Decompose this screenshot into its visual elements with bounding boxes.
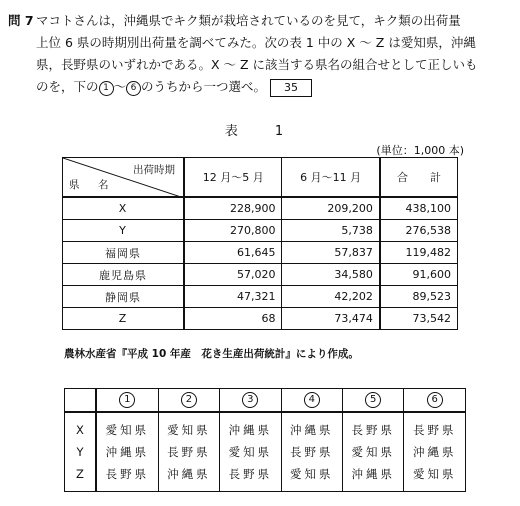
option-cell: 沖縄県 [220,412,281,441]
row-name: 静岡県 [63,286,185,308]
cell-dec-may: 270,800 [184,220,282,242]
cell-jun-nov: 34,580 [282,264,380,286]
option-number-6: 6 [427,392,443,408]
row-label-y: Y [65,441,97,463]
row-label-z: Z [65,463,97,492]
cell-total: 89,523 [380,286,458,308]
option-header [281,389,342,413]
option-header [158,389,219,413]
cell-jun-nov: 5,738 [282,220,380,242]
answer-number-box: 35 [270,79,312,97]
option-cell: 愛知県 [158,412,219,441]
question-line-4-pre: のを，下の [36,79,99,94]
table-title: 表 1 [224,124,296,139]
cell-dec-may: 228,900 [184,197,282,220]
option-cell: 長野県 [158,441,219,463]
option-number-5: 5 [365,392,381,408]
option-cell: 長野県 [404,412,466,441]
cell-jun-nov: 42,202 [282,286,380,308]
row-label-x: X [65,412,97,441]
table-row [63,264,458,286]
option-number-4: 4 [304,392,320,408]
option-cell: 沖縄県 [158,463,219,492]
option-cell: 長野県 [343,412,404,441]
row-name: X [63,197,185,220]
option-cell: 沖縄県 [404,441,466,463]
option-cell: 沖縄県 [343,463,404,492]
option-header [96,389,158,413]
table-header-row [63,158,458,198]
cell-total: 91,600 [380,264,458,286]
option-cell: 沖縄県 [96,441,158,463]
cell-dec-may: 57,020 [184,264,282,286]
option-header [343,389,404,413]
option-cell: 愛知県 [281,463,342,492]
cell-total: 276,538 [380,220,458,242]
cell-dec-may: 68 [184,308,282,330]
range-separator: ～ [113,79,127,94]
cell-jun-nov: 73,474 [282,308,380,330]
unit-label: (単位：1,000 本) [376,144,464,157]
row-name: 鹿児島県 [63,264,185,286]
option-cell: 長野県 [220,463,281,492]
prefecture-header: 県 名 [69,179,113,191]
option-cell: 沖縄県 [281,412,342,441]
row-name: 福岡県 [63,242,185,264]
option-cell: 愛知県 [343,441,404,463]
cell-dec-may: 61,645 [184,242,282,264]
options-row-z [65,463,466,492]
question-line-2: 上位 6 県の時期別出荷量を調べてみた。次の表 1 中の X ～ Z は愛知県，沖縄 [36,35,476,50]
table-row [63,286,458,308]
row-name: Y [63,220,185,242]
range-start-marker: 1 [99,81,114,96]
option-cell: 長野県 [96,463,158,492]
header-dec-may: 12 月～5 月 [184,158,282,198]
option-cell: 長野県 [281,441,342,463]
cell-total: 119,482 [380,242,458,264]
range-end-marker: 6 [126,81,141,96]
option-header [404,389,466,413]
options-corner-cell [65,389,97,413]
options-row-x [65,412,466,441]
row-name: Z [63,308,185,330]
option-number-2: 2 [181,392,197,408]
header-jun-nov: 6 月～11 月 [282,158,380,198]
header-total: 合 計 [380,158,458,198]
options-row-y [65,441,466,463]
question-line-1: マコトさんは，沖縄県でキク類が栽培されているのを見て，キク類の出荷量 [36,13,461,28]
question-line-3: 県，長野県のいずれかである。X ～ Z に該当する県名の組合せとして正しいも [36,57,478,72]
option-header [220,389,281,413]
option-cell: 愛知県 [220,441,281,463]
option-number-3: 3 [242,392,258,408]
question-line-4 [36,76,506,98]
question-line-4-post: のうちから一つ選べ。 [141,79,267,94]
table-row [63,242,458,264]
option-number-1: 1 [119,392,135,408]
diagonal-header-cell [63,158,185,198]
cell-jun-nov: 209,200 [282,197,380,220]
question-block [8,10,506,98]
cell-total: 438,100 [380,197,458,220]
options-table [64,388,466,492]
cell-dec-may: 47,321 [184,286,282,308]
source-note: 農林水産省『平成 10 年産 花き生産出荷統計』により作成。 [64,348,359,360]
table-row [63,308,458,330]
shipment-table [62,157,458,330]
option-cell: 愛知県 [404,463,466,492]
question-number: 問 7 [8,13,34,28]
cell-jun-nov: 57,837 [282,242,380,264]
options-header-row [65,389,466,413]
period-header: 出荷時期 [133,164,175,176]
option-cell: 愛知県 [96,412,158,441]
table-row [63,197,458,220]
cell-total: 73,542 [380,308,458,330]
table-row [63,220,458,242]
